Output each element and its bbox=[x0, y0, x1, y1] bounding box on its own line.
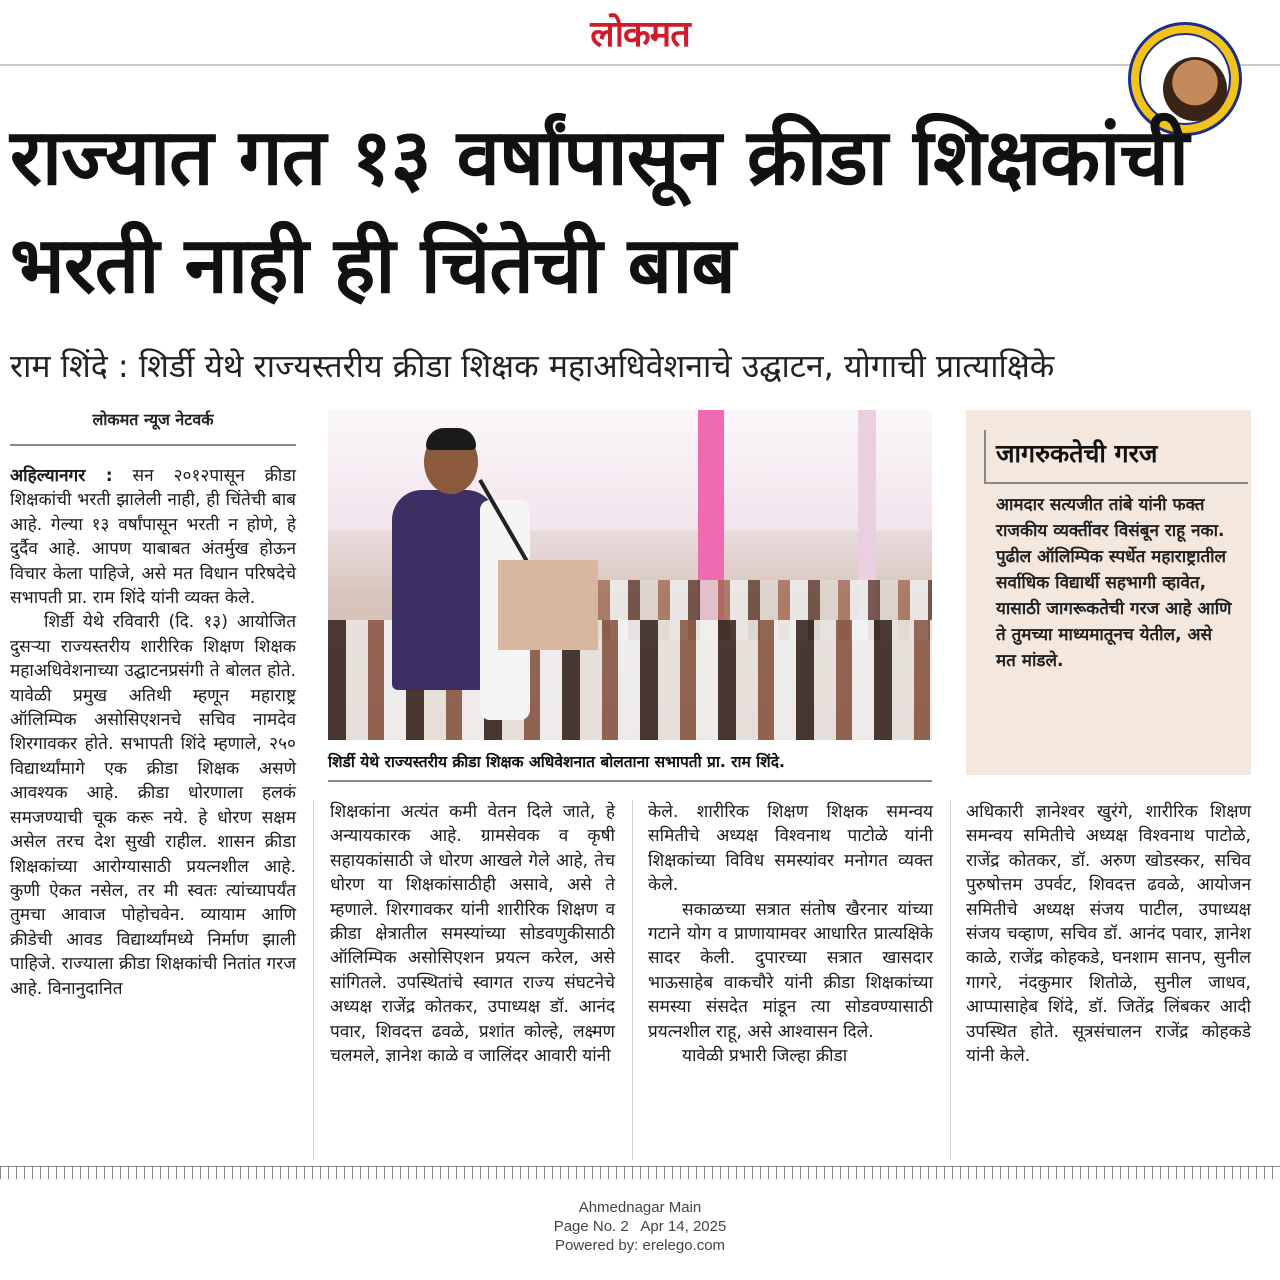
headline: राज्यात गत १३ वर्षांपासून क्रीडा शिक्षकांची भरती नाही ही चिंतेची बाब bbox=[10, 113, 1189, 311]
column-divider bbox=[313, 800, 314, 1160]
page-footer bbox=[420, 1198, 860, 1255]
article-column-3 bbox=[648, 800, 933, 1068]
column-divider bbox=[632, 800, 633, 1160]
article-paragraph: सन २०१२पासून क्रीडा शिक्षकांची भरती झालेली नाही, ही चिंतेची बाब आहे. गेल्या १३ वर्षांपासून भरती न होणे, हे दुर्दैव आहे. आपण याबाबत अंतर्मुख होऊन विचार केला पाहिजे, असे मत विधान परिषदेचे सभापती प्रा. राम शिंदे यांनी व्यक्त केले. bbox=[10, 466, 296, 609]
byline: लोकमत न्यूज नेटवर्क bbox=[10, 408, 296, 446]
page-bottom-rule bbox=[0, 1166, 1280, 1179]
photo-podium bbox=[498, 560, 598, 650]
article-paragraph: सकाळच्या सत्रात संतोष खैरनार यांच्या गटाने योग व प्राणायामवर आधारित प्रात्यक्षिके सादर केली. दुपारच्या सत्रात खासदार भाऊसाहेब वाकचौरे यांनी क्रीडा शिक्षकांच्या समस्या संसदेत मांडून त्या सोडवण्यासाठी प्रयत्नशील राहू, असे आश्वासन दिले. bbox=[648, 899, 933, 1042]
column-divider bbox=[950, 800, 951, 1160]
article-column-2 bbox=[330, 800, 615, 1068]
article-paragraph: शिक्षकांना अत्यंत कमी वेतन दिले जाते, हे अन्यायकारक आहे. ग्रामसेवक व कृषी सहायकांसाठी जे धोरण आखले गेले आहे, तेच धोरण या शिक्षकांसाठीही असावे, असे ते म्हणाले. शिरगावकर यांनी शारीरिक शिक्षण व क्रीडा क्षेत्रातील समस्यांच्या सोडवणुकीसाठी ऑलिम्पिक असोसिएशन प्रयत्न करेल, असे सांगितले. उपस्थितांचे स्वागत राज्य संघटनेचे अध्यक्ष राजेंद्र कोतकर, उपाध्यक्ष डॉ. आनंद पवार, शिवदत्त ढवळे, प्रशांत कोल्हे, लक्ष्मण चलमले, ज्ञानेश काळे व जालिंदर आवारी यांनी bbox=[330, 802, 615, 1067]
speaker-hair bbox=[426, 428, 476, 450]
sidebar-title-underline bbox=[984, 482, 1248, 484]
dateline: अहिल्यानगर : bbox=[10, 466, 113, 486]
photo-caption: शिर्डी येथे राज्यस्तरीय क्रीडा शिक्षक अधिवेशनात बोलताना सभापती प्रा. राम शिंदे. bbox=[328, 750, 932, 782]
newspaper-logo: लोकमत bbox=[590, 13, 690, 55]
article-paragraph: अधिकारी ज्ञानेश्वर खुरंगे, शारीरिक शिक्षण समन्वय समितीचे अध्यक्ष विश्वनाथ पाटोळे, राजेंद्र कोतकर, डॉ. अरुण खोडस्कर, सचिव पुरुषोत्तम उपर्वट, शिवदत्त ढवळे, आयोजन समितीचे अध्यक्ष संजय पाटील, उपाध्यक्ष संजय चव्हाण, सचिव डॉ. आनंद पवार, ज्ञानेश काळे, राजेंद्र कोहकडे, घनशाम सानप, सुनील गागरे, नंदकुमार शितोळे, सुनील जाधव, आप्पासाहेब शिंदे, डॉ. जितेंद्र लिंबकर आदी उपस्थित होते. सूत्रसंचालन राजेंद्र कोहकडे यांनी केले. bbox=[966, 802, 1251, 1067]
powered-by-label: Powered by: erelego.com bbox=[554, 1237, 726, 1254]
sidebar-box bbox=[966, 410, 1251, 775]
article-column-4 bbox=[966, 800, 1251, 1068]
subheadline: राम शिंदे : शिर्डी येथे राज्यस्तरीय क्रीडा शिक्षक महाअधिवेशनाचे उद्घाटन, योगाची प्रात्याक्षिके bbox=[10, 347, 1055, 385]
photo-speaker bbox=[384, 430, 504, 730]
sidebar-body: आमदार सत्यजीत तांबे यांनी फक्त राजकीय व्यक्तींवर विसंबून राहू नका. पुढील ऑलिम्पिक स्पर्धेत महाराष्ट्रातील सर्वाधिक विद्यार्थी सहभागी व्हावेत, यासाठी जागरूकतेची गरज आहे आणि ते तुमच्या माध्यमातूनच येतील, असे मत मांडले. bbox=[996, 495, 1232, 671]
sidebar-title: जागरुकतेची गरज bbox=[996, 439, 1158, 468]
sidebar-title-rule bbox=[984, 430, 986, 482]
article-paragraph: यावेळी प्रभारी जिल्हा क्रीडा bbox=[682, 1046, 848, 1067]
article-column-1 bbox=[10, 464, 296, 1001]
edition-label: Ahmednagar Main bbox=[578, 1199, 702, 1216]
article-paragraph: शिर्डी येथे रविवारी (दि. १३) आयोजित दुसऱ्या राज्यस्तरीय शारीरिक शिक्षण शिक्षक महाअधिवेशनाच्या उद्घाटनप्रसंगी ते बोलत होते. यावेळी प्रमुख अतिथी म्हणून महाराष्ट्र ऑलिम्पिक असोसिएशनचे सचिव नामदेव शिरगावकर होते. सभापती शिंदे म्हणाले, २५० विद्यार्थ्यांमागे एक क्रीडा शिक्षक असणे आवश्यक आहे. क्रीडा धोरणाला हलकं समजण्याची चूक करू नये. हे धोरण सक्षम असेल तरच देश सुखी राहील. शासन क्रीडा शिक्षकांच्या आरोग्यासाठी प्रयत्नशील आहे. कुणी ऐकत नसेल, तर मी स्वतः त्यांच्यापर्यंत तुमचा आवाज पोहोचवेन. व्यायाम आणि क्रीडेची आवड विद्यार्थ्यांमध्ये निर्माण झाली पाहिजे. राज्याला क्रीडा शिक्षकांची नितांत गरज आहे. विनानुदानित bbox=[10, 612, 296, 999]
article-photo bbox=[328, 410, 932, 740]
page-date-label: Page No. 2 Apr 14, 2025 bbox=[553, 1218, 727, 1235]
article-paragraph: केले. शारीरिक शिक्षण शिक्षक समन्वय समितीचे अध्यक्ष विश्वनाथ पाटोळे यांनी शिक्षकांच्या विविध समस्यांवर मनोगत व्यक्त केले. bbox=[648, 802, 933, 896]
masthead bbox=[0, 0, 1280, 66]
